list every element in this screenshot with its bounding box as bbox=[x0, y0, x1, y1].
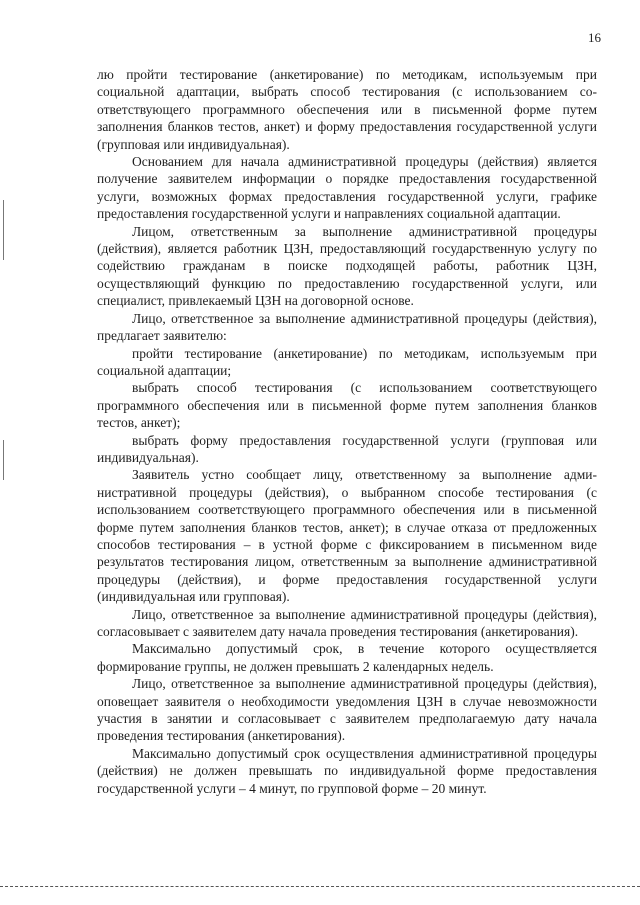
paragraph-8: Лицо, ответственное за выполнение административной процедуры (действия), оповещает заявителя о необходимости уведомления ЦЗН в случае невозможности участия в занятии и согласовывает с заявителем предполагаемую дату начала проведения тестирования (анкетирования). bbox=[97, 676, 597, 744]
paragraph-9: Максимально допустимый срок осуществления административной процедуры (действия) не должен превышать по индивидуальной форме предоставления государственной услуги – 4 минут, по групповой форме – 20 минут. bbox=[97, 745, 597, 796]
paragraph-1: лю пройти тестирование (анкетирование) по методикам, используемым при социальной адаптации, выбрать способ тестирования (с использованием соответствующего программного обеспечения или в письменной форме путем заполнения бланков тестов, анкет) и форму предоставления государственной услуги (групповая или индивидуальная). bbox=[97, 67, 597, 152]
paragraph-2: Основанием для начала административной процедуры (действия) является получение заявителем информации о порядке предоставления государственной услуги, возможных формах предоставления государственной услуги, графике предоставления государственной услуги и направлениях социальной адаптации. bbox=[97, 154, 597, 222]
scan-margin-mark-top bbox=[3, 200, 4, 260]
scan-bottom-edge bbox=[0, 886, 640, 888]
list-item-testing: пройти тестирование (анкетирование) по методикам, используемым при социальной адаптации; bbox=[97, 345, 597, 378]
paragraph-3: Лицом, ответственным за выполнение административной процедуры (действия), является работник ЦЗН, предоставляющий государственную услугу по содействию гражданам в поиске подходящей работы, работник ЦЗН, осуществляющий функцию по предоставлению государственной услуги, или специалист, привлекаемый ЦЗН на договорной основе. bbox=[97, 223, 597, 309]
paragraph-7: Максимально допустимый срок, в течение которого осуществляется формирование группы, не должен превышать 2 календарных недель. bbox=[97, 641, 597, 674]
scan-margin-mark-bottom bbox=[3, 440, 4, 480]
paragraph-5: Заявитель устно сообщает лицу, ответственному за выполнение административной процедуры (действия), о выбранном способе тестирования (с использованием соответствующего программного обеспечения или в письменной форме путем заполнения бланков тестов, анкет); в случае отказа от предложенных способов тестирования – в устной форме с фиксированием в письменном виде результатов тестирования лицом, ответственным за выполнение административной процедуры (действия), и форме предоставления государственной услуги (индивидуальная или групповая). bbox=[97, 467, 597, 605]
paragraph-4: Лицо, ответственное за выполнение административной процедуры (действия), предлагает заявителю: bbox=[97, 310, 597, 344]
list-item-form: выбрать форму предоставления государственной услуги (групповая или индивидуальная). bbox=[97, 432, 597, 465]
paragraph-6: Лицо, ответственное за выполнение административной процедуры (действия), согласовывает с заявителем дату начала проведения тестирования (анкетирования). bbox=[97, 606, 597, 639]
document-body bbox=[97, 66, 597, 797]
page-number: 16 bbox=[588, 30, 601, 45]
list-item-method: выбрать способ тестирования (с использованием соответствующего программного обеспечения или в письменной форме путем заполнения бланков тестов, анкет); bbox=[97, 380, 597, 431]
